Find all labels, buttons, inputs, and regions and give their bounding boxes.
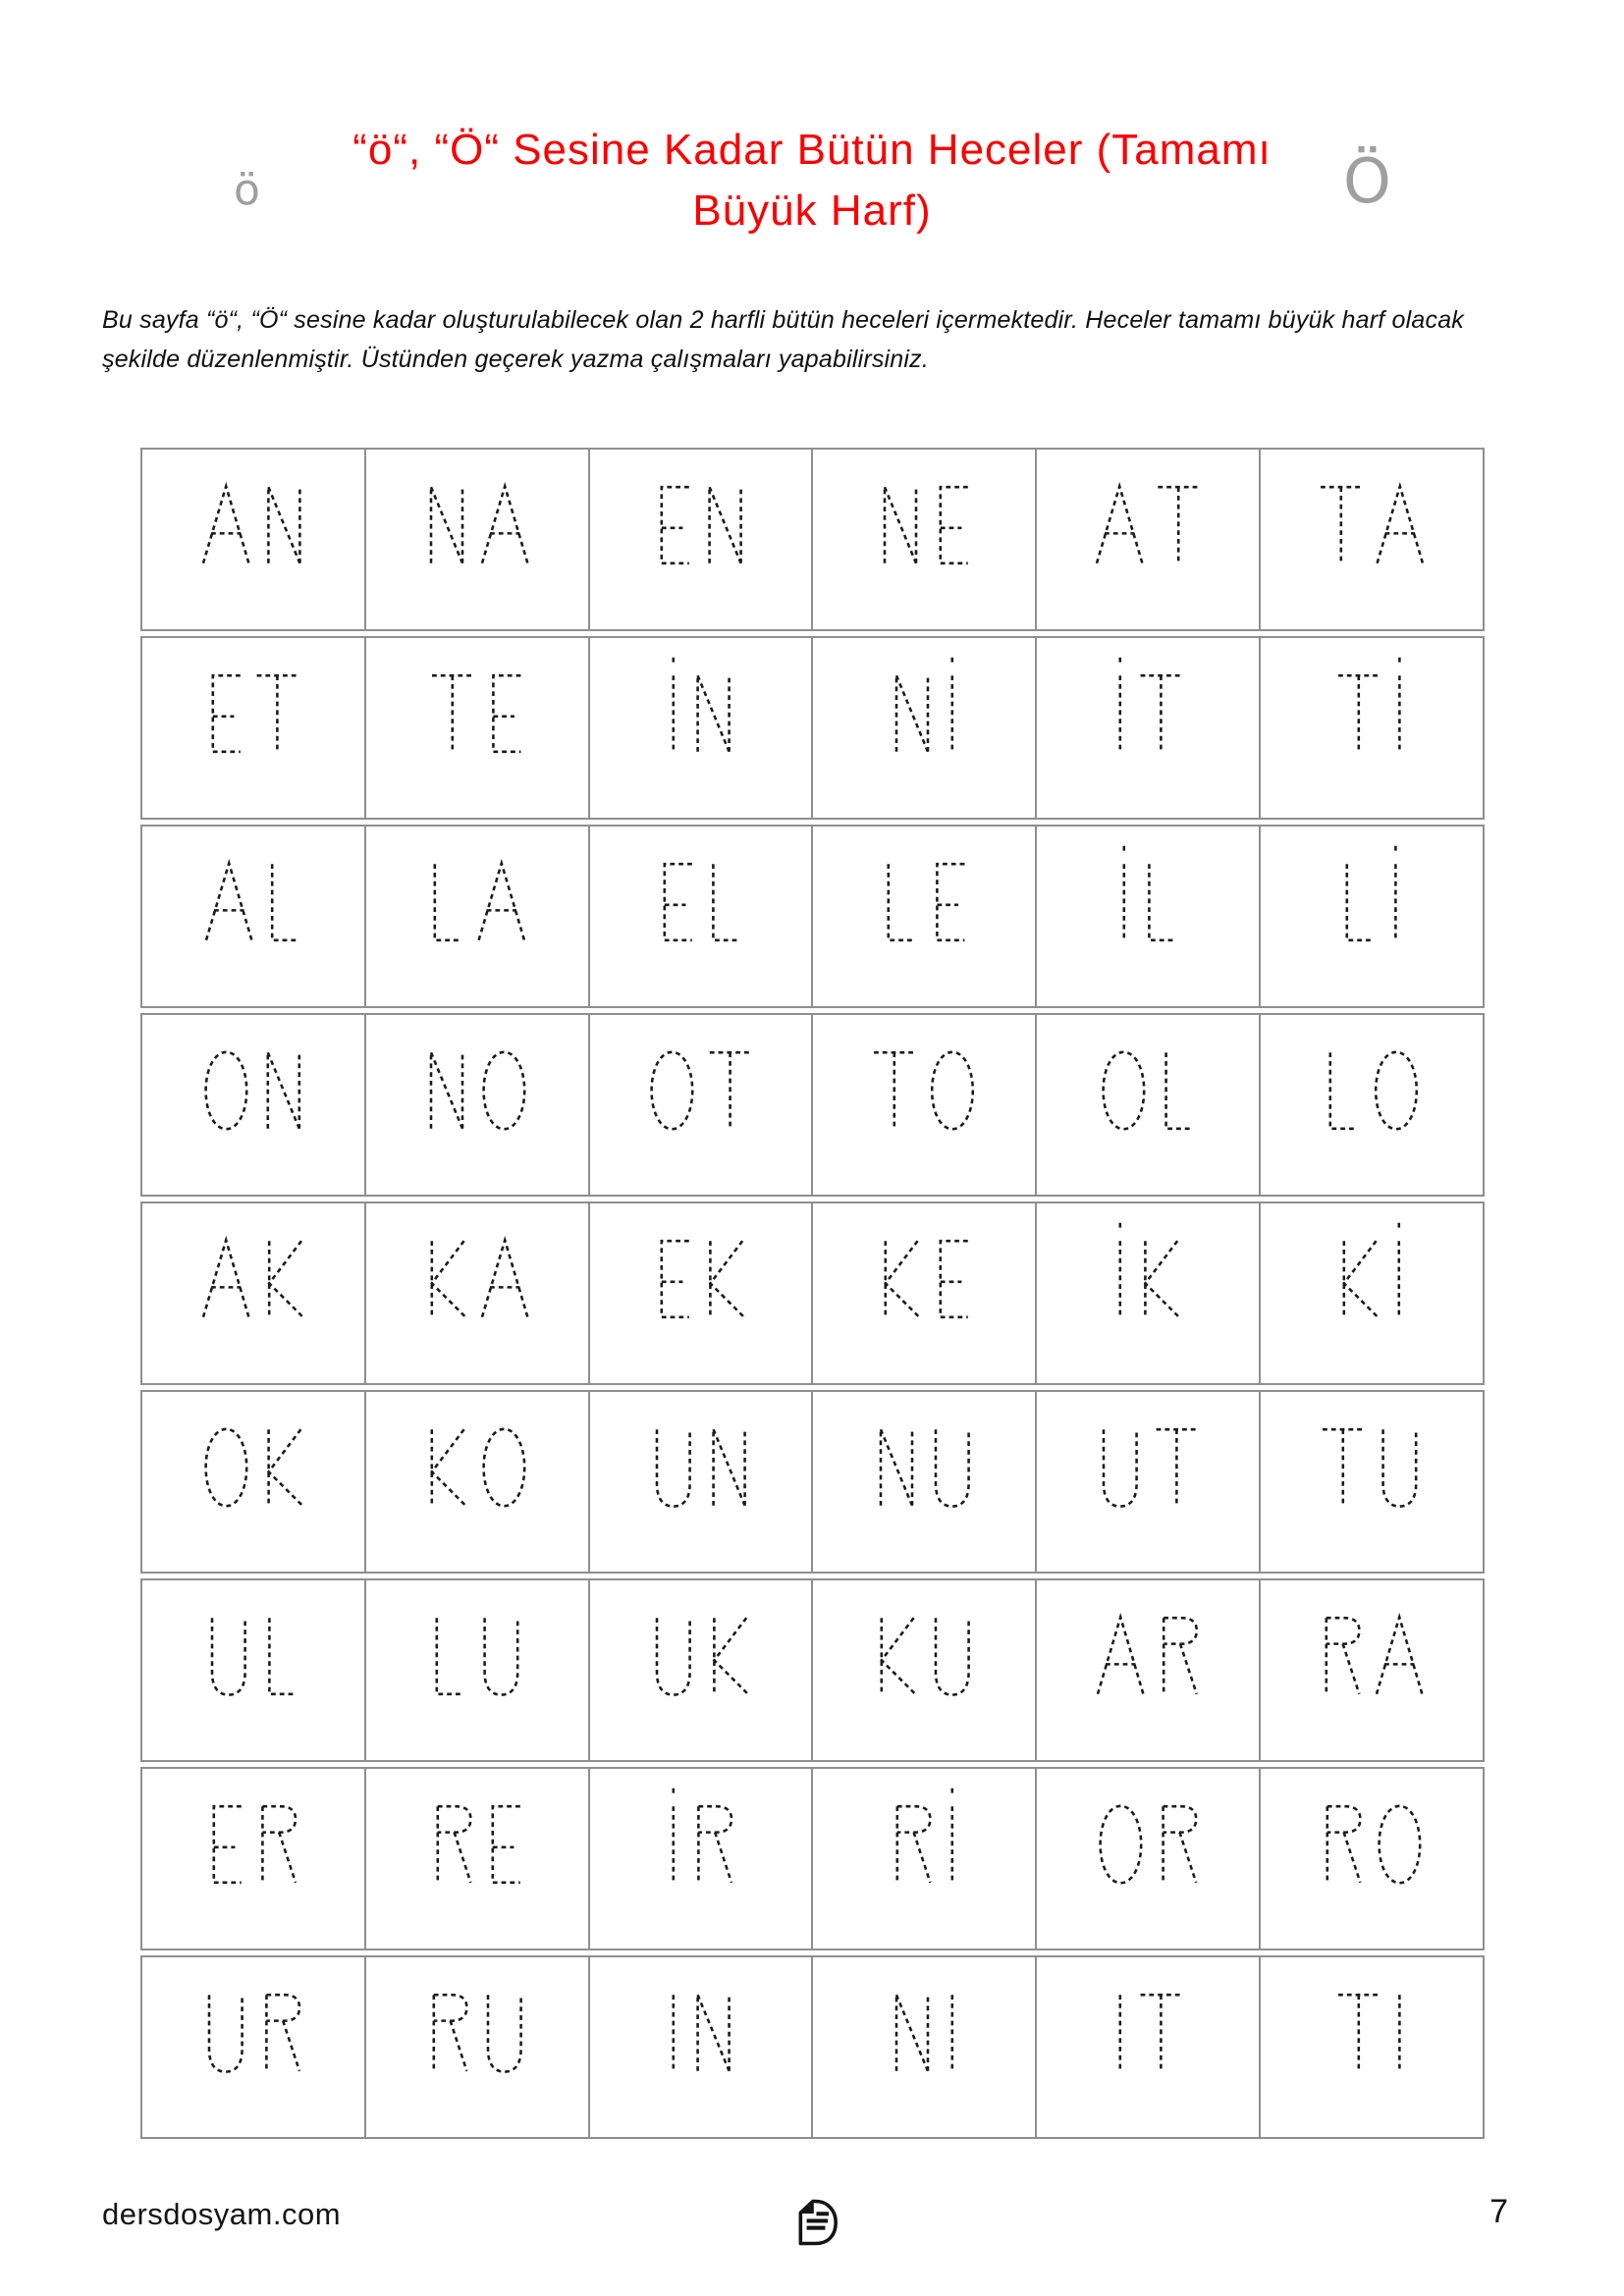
trace-row — [140, 825, 1485, 1008]
traced-letters — [873, 1595, 977, 1695]
trace-cell — [590, 450, 814, 629]
trace-cell — [1261, 638, 1483, 818]
traced-letters — [428, 653, 525, 753]
traced-letters — [1095, 1784, 1202, 1884]
trace-row — [140, 448, 1485, 631]
watermark-lowercase-o-umlaut: ö — [234, 165, 260, 215]
trace-cell — [590, 638, 814, 818]
traced-letters — [200, 1407, 307, 1507]
traced-letters — [1335, 1218, 1408, 1318]
trace-cell — [366, 1580, 590, 1760]
traced-letters — [1094, 1595, 1202, 1695]
trace-cell — [590, 1392, 814, 1572]
footer-site-url: dersdosyam.com — [102, 2197, 342, 2231]
trace-cell — [1037, 827, 1261, 1006]
trace-cell — [813, 1580, 1037, 1760]
trace-cell — [1037, 638, 1261, 818]
trace-cell — [366, 638, 590, 818]
traced-letters — [656, 841, 745, 941]
traced-letters — [646, 1030, 754, 1130]
instructions-text: Bu sayfa “ö“, “Ö“ sesine kadar oluşturulabilecek olan 2 harfli bütün heceleri içermektedir. Heceler tamamı büyük harf olacak şekilde düzenlenmiştir. Üstünden geçerek yazma çalışmaları yapabilirsiniz. — [102, 306, 1465, 373]
page-title-line2: Büyük Harf) — [692, 187, 932, 236]
trace-cell — [1037, 1957, 1261, 2137]
trace-cell — [1261, 1203, 1483, 1383]
trace-cell — [366, 827, 590, 1006]
trace-cell — [813, 450, 1037, 629]
traced-letters — [199, 1218, 307, 1318]
traced-letters — [880, 841, 969, 941]
traced-letters — [653, 1218, 749, 1318]
traced-letters — [204, 653, 301, 753]
page-number: 7 — [1489, 2193, 1508, 2230]
traced-letters — [199, 464, 307, 564]
traced-letters — [1096, 1407, 1201, 1507]
trace-row — [140, 1201, 1485, 1385]
trace-cell — [1261, 1015, 1483, 1195]
traced-letters — [423, 1407, 530, 1507]
trace-row — [140, 1767, 1485, 1950]
trace-row — [140, 1578, 1485, 1762]
traced-letters — [649, 1595, 753, 1695]
trace-grid — [140, 448, 1485, 2139]
traced-letters — [665, 653, 737, 753]
traced-letters — [877, 464, 973, 564]
traced-letters — [1098, 1030, 1198, 1130]
document-logo-icon — [785, 2197, 839, 2248]
trace-cell — [1037, 1769, 1261, 1949]
traced-letters — [423, 464, 531, 564]
trace-cell — [366, 1203, 590, 1383]
traced-letters — [423, 1218, 531, 1318]
trace-cell — [1037, 450, 1261, 629]
traced-letters — [877, 1218, 973, 1318]
traced-letters — [1334, 1972, 1408, 2072]
traced-letters — [1322, 1030, 1422, 1130]
traced-letters — [1319, 1784, 1426, 1884]
traced-letters — [649, 1407, 753, 1507]
trace-cell — [1261, 1957, 1483, 2137]
traced-letters — [889, 1972, 961, 2072]
trace-cell — [142, 827, 366, 1006]
trace-cell — [590, 1580, 814, 1760]
watermark-uppercase-o-umlaut: Ö — [1343, 145, 1391, 217]
traced-letters — [1111, 1972, 1185, 2072]
trace-cell — [1261, 1769, 1483, 1949]
traced-letters — [425, 1972, 529, 2072]
traced-letters — [665, 1784, 737, 1884]
traced-letters — [1093, 464, 1203, 564]
trace-cell — [590, 1957, 814, 2137]
page-title-line1: “ö“, “Ö“ Sesine Kadar Bütün Heceler (Tamamı — [352, 126, 1272, 174]
traced-letters — [889, 653, 961, 753]
trace-cell — [142, 450, 366, 629]
traced-letters — [870, 1030, 978, 1130]
trace-cell — [590, 1203, 814, 1383]
traced-letters — [204, 1595, 301, 1695]
trace-cell — [366, 1015, 590, 1195]
trace-cell — [590, 827, 814, 1006]
traced-letters — [1334, 653, 1408, 753]
trace-cell — [142, 1392, 366, 1572]
trace-cell — [813, 638, 1037, 818]
trace-cell — [142, 1203, 366, 1383]
traced-letters — [653, 464, 749, 564]
trace-cell — [142, 1015, 366, 1195]
traced-letters — [1338, 841, 1404, 941]
trace-cell — [813, 1392, 1037, 1572]
trace-cell — [590, 1769, 814, 1949]
trace-row — [140, 636, 1485, 820]
traced-letters — [429, 1784, 525, 1884]
traced-letters — [201, 1972, 305, 2072]
traced-letters — [200, 1030, 307, 1130]
trace-cell — [813, 827, 1037, 1006]
trace-cell — [142, 1957, 366, 2137]
traced-letters — [1318, 1595, 1426, 1695]
trace-cell — [813, 1015, 1037, 1195]
trace-cell — [1261, 1392, 1483, 1572]
trace-cell — [1037, 1580, 1261, 1760]
trace-cell — [1261, 450, 1483, 629]
trace-cell — [366, 1769, 590, 1949]
traced-letters — [1317, 464, 1427, 564]
traced-letters — [665, 1972, 737, 2072]
trace-cell — [1261, 1580, 1483, 1760]
traced-letters — [873, 1407, 977, 1507]
traced-letters — [889, 1784, 961, 1884]
trace-row — [140, 1955, 1485, 2139]
traced-letters — [1319, 1407, 1424, 1507]
trace-cell — [813, 1769, 1037, 1949]
traced-letters — [205, 1784, 301, 1884]
trace-cell — [813, 1203, 1037, 1383]
trace-cell — [1037, 1392, 1261, 1572]
trace-cell — [142, 1580, 366, 1760]
trace-cell — [366, 1392, 590, 1572]
traced-letters — [423, 1030, 530, 1130]
traced-letters — [1111, 653, 1185, 753]
traced-letters — [1115, 841, 1181, 941]
traced-letters — [426, 841, 528, 941]
trace-cell — [1037, 1203, 1261, 1383]
trace-row — [140, 1013, 1485, 1197]
trace-cell — [813, 1957, 1037, 2137]
traced-letters — [202, 841, 304, 941]
trace-cell — [1261, 827, 1483, 1006]
trace-cell — [366, 450, 590, 629]
traced-letters — [428, 1595, 525, 1695]
trace-cell — [366, 1957, 590, 2137]
traced-letters — [1111, 1218, 1184, 1318]
trace-cell — [590, 1015, 814, 1195]
trace-cell — [142, 638, 366, 818]
trace-cell — [1037, 1015, 1261, 1195]
trace-cell — [142, 1769, 366, 1949]
trace-row — [140, 1390, 1485, 1574]
